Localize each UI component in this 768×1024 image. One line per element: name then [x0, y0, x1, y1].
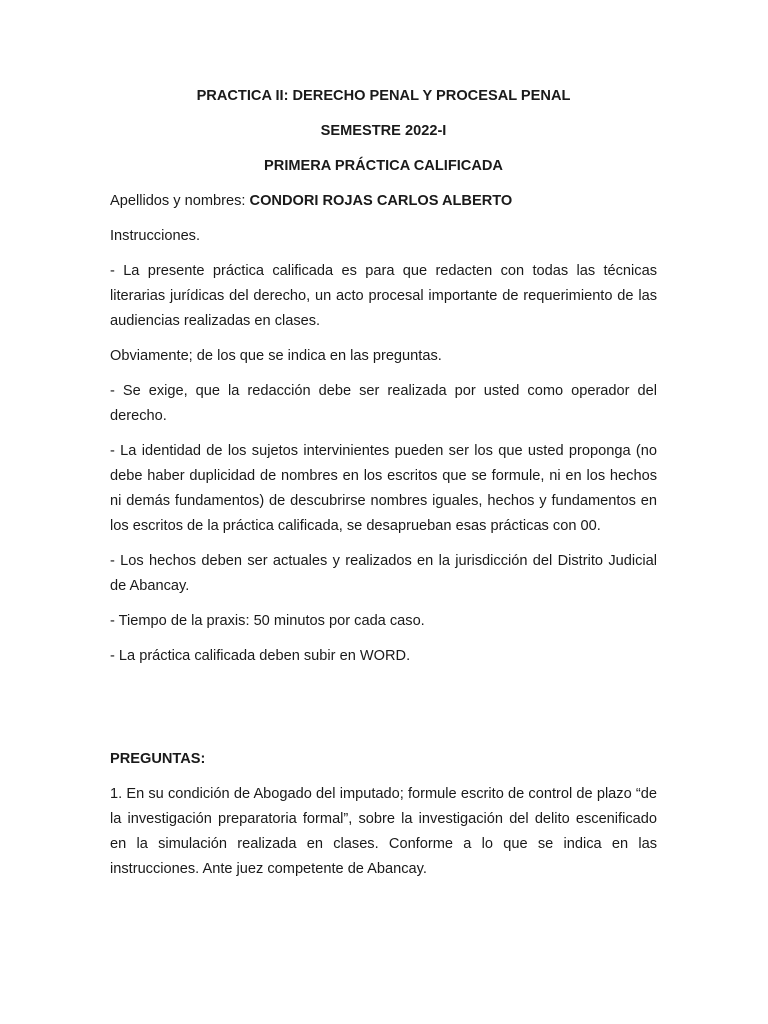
section-spacer: [110, 679, 657, 747]
instruction-paragraph: - Los hechos deben ser actuales y realizados en la jurisdicción del Distrito Judicial de Abancay.: [110, 553, 657, 594]
document-body: [110, 84, 657, 892]
instruction-paragraph: Obviamente; de los que se indica en las preguntas.: [110, 348, 442, 364]
instruction-paragraph: - La identidad de los sujetos intervinientes pueden ser los que usted proponga (no debe haber duplicidad de nombres en los escritos que se formule, ni en los hechos ni demás fundamentos) de descubrirse nombres iguales, hechos y fundamentos en los escritos de la práctica calificada, se desaprueban esas prácticas con 00.: [110, 443, 657, 534]
instruction-paragraph: - La práctica calificada deben subir en WORD.: [110, 648, 411, 664]
document-title: PRACTICA II: DERECHO PENAL Y PROCESAL PENAL: [196, 88, 571, 104]
instructions-heading: Instrucciones.: [110, 228, 201, 244]
student-name-line: [110, 189, 657, 214]
student-name-label: Apellidos y nombres:: [110, 193, 246, 209]
instruction-paragraph: - La presente práctica calificada es para que redacten con todas las técnicas literarias jurídicas del derecho, un acto procesal importante de requerimiento de las audiencias realizadas en clases.: [110, 263, 657, 329]
student-name-value: CONDORI ROJAS CARLOS ALBERTO: [249, 193, 513, 209]
practice-title: PRIMERA PRÁCTICA CALIFICADA: [264, 158, 503, 174]
question-paragraph: 1. En su condición de Abogado del imputado; formule escrito de control de plazo “de la investigación preparatoria formal”, sobre la investigación del delito escenificado en la simulación realizada en clases. Conforme a lo que se indica en las instrucciones. Ante juez competente de Abancay.: [110, 786, 657, 877]
instruction-paragraph: - Se exige, que la redacción debe ser realizada por usted como operador del derecho.: [110, 383, 657, 424]
questions-heading: PREGUNTAS:: [110, 751, 206, 767]
instruction-paragraph: - Tiempo de la praxis: 50 minutos por cada caso.: [110, 613, 425, 629]
semester-title: SEMESTRE 2022-I: [320, 123, 447, 139]
